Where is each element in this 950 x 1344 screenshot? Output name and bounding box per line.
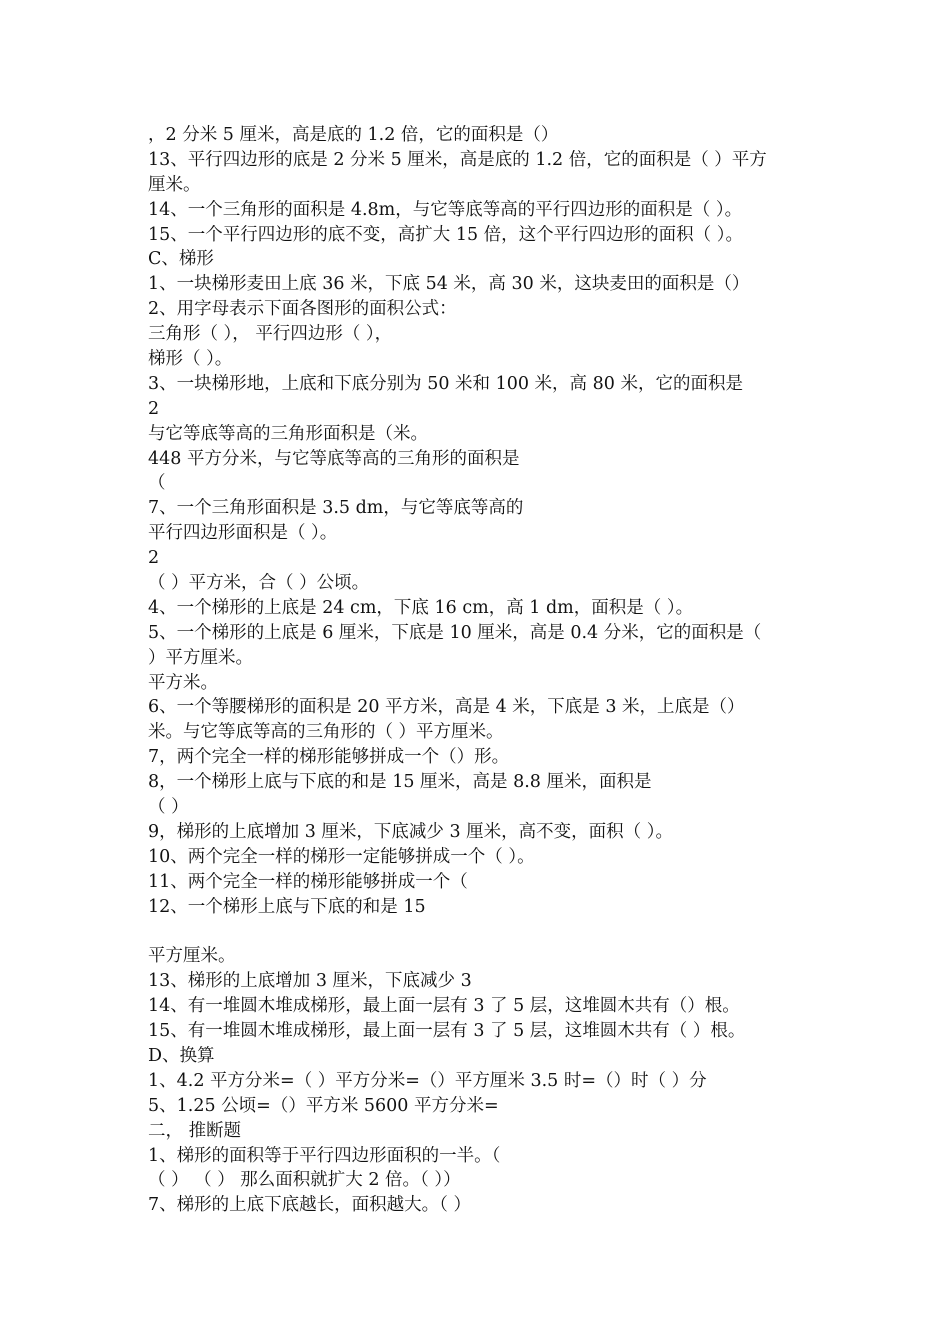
text-line: （ ）平方米，合（ ）公顷。: [148, 573, 370, 594]
document-text-block: [148, 123, 808, 1218]
text-line: （ ）: [148, 797, 189, 818]
text-line: 7，两个完全一样的梯形能够拼成一个（）形。: [148, 747, 510, 768]
text-line: ）平方厘米。: [148, 647, 253, 668]
text-line: 米。与它等底等高的三角形的（ ）平方厘米。: [148, 722, 504, 743]
text-line: 5、一个梯形的上底是 6 厘米，下底是 10 厘米，高是 0.4 分米，它的面积是（: [148, 622, 762, 643]
text-line: 3、一块梯形地，上底和下底分别为 50 米和 100 米，高 80 米，它的面积是: [148, 373, 743, 394]
text-line: （: [148, 473, 166, 494]
text-line: 7、一个三角形面积是 3.5 dm，与它等底等高的: [148, 498, 524, 519]
text-line: 4、一个梯形的上底是 24 cm，下底 16 cm，高 1 dm，面积是（ ）。: [148, 597, 694, 618]
text-line: 与它等底等高的三角形面积是（米。: [148, 423, 428, 444]
text-line: ，2 分米 5 厘米，高是底的 1.2 倍，它的面积是（）: [148, 125, 559, 145]
text-line: 厘米。: [148, 174, 201, 195]
text-line: 6、一个等腰梯形的面积是 20 平方米，高是 4 米，下底是 3 米，上底是（）: [148, 697, 745, 718]
text-line: 15、有一堆圆木堆成梯形，最上面一层有 3 了 5 层，这堆圆木共有（ ）根。: [148, 1021, 746, 1042]
text-line: 1、4.2 平方分米=（ ）平方分米=（）平方厘米 3.5 时=（）时（ ）分: [148, 1070, 707, 1091]
text-line: 平方米。: [148, 672, 218, 693]
text-line: （ ） （ ） 那么面积就扩大 2 倍。（ ））: [148, 1170, 461, 1191]
text-line: 7、梯形的上底下底越长，面积越大。（ ）: [148, 1195, 471, 1216]
text-line: C、梯形: [148, 249, 214, 270]
text-line: 梯形（ ）。: [148, 349, 233, 370]
text-line: 448 平方分米，与它等底等高的三角形的面积是: [148, 448, 520, 469]
text-line: D、换算: [148, 1045, 215, 1066]
text-line: 8，一个梯形上底与下底的和是 15 厘米，高是 8.8 厘米，面积是: [148, 772, 652, 793]
text-line: 13、平行四边形的底是 2 分米 5 厘米，高是底的 1.2 倍，它的面积是（ ）平方: [148, 149, 767, 170]
text-line: 2、用字母表示下面各图形的面积公式：: [148, 299, 457, 320]
text-line: 5、1.25 公顷=（）平方米 5600 平方分米=: [148, 1095, 499, 1116]
text-line: 12、一个梯形上底与下底的和是 15: [148, 896, 426, 917]
text-line: 1、梯形的面积等于平行四边形面积的一半。（: [148, 1145, 501, 1166]
text-line: 平方厘米。: [148, 946, 236, 967]
text-line: 2: [148, 398, 160, 419]
text-line: 14、一个三角形的面积是 4.8m，与它等底等高的平行四边形的面积是（ ）。: [148, 199, 743, 220]
text-line: 14、有一堆圆木堆成梯形，最上面一层有 3 了 5 层，这堆圆木共有（）根。: [148, 996, 740, 1017]
text-line: 13、梯形的上底增加 3 厘米，下底减少 3: [148, 971, 472, 992]
text-line: 15、一个平行四边形的底不变，高扩大 15 倍，这个平行四边形的面积（ ）。: [148, 224, 743, 245]
text-line: 二， 推断题: [148, 1120, 242, 1141]
text-line: 10、两个完全一样的梯形一定能够拼成一个（ ）。: [148, 846, 535, 867]
text-line: 9，梯形的上底增加 3 厘米，下底减少 3 厘米，高不变，面积（ ）。: [148, 821, 673, 842]
text-line: 1、一块梯形麦田上底 36 米，下底 54 米，高 30 米，这块麦田的面积是（）: [148, 274, 750, 295]
text-line: 11、两个完全一样的梯形能够拼成一个（: [148, 871, 468, 892]
text-line: 2: [148, 548, 160, 569]
text-line: 三角形（ ）， 平行四边形（ ），: [148, 324, 393, 345]
text-line: [148, 920, 808, 945]
text-line: 平行四边形面积是（ ）。: [148, 523, 338, 544]
